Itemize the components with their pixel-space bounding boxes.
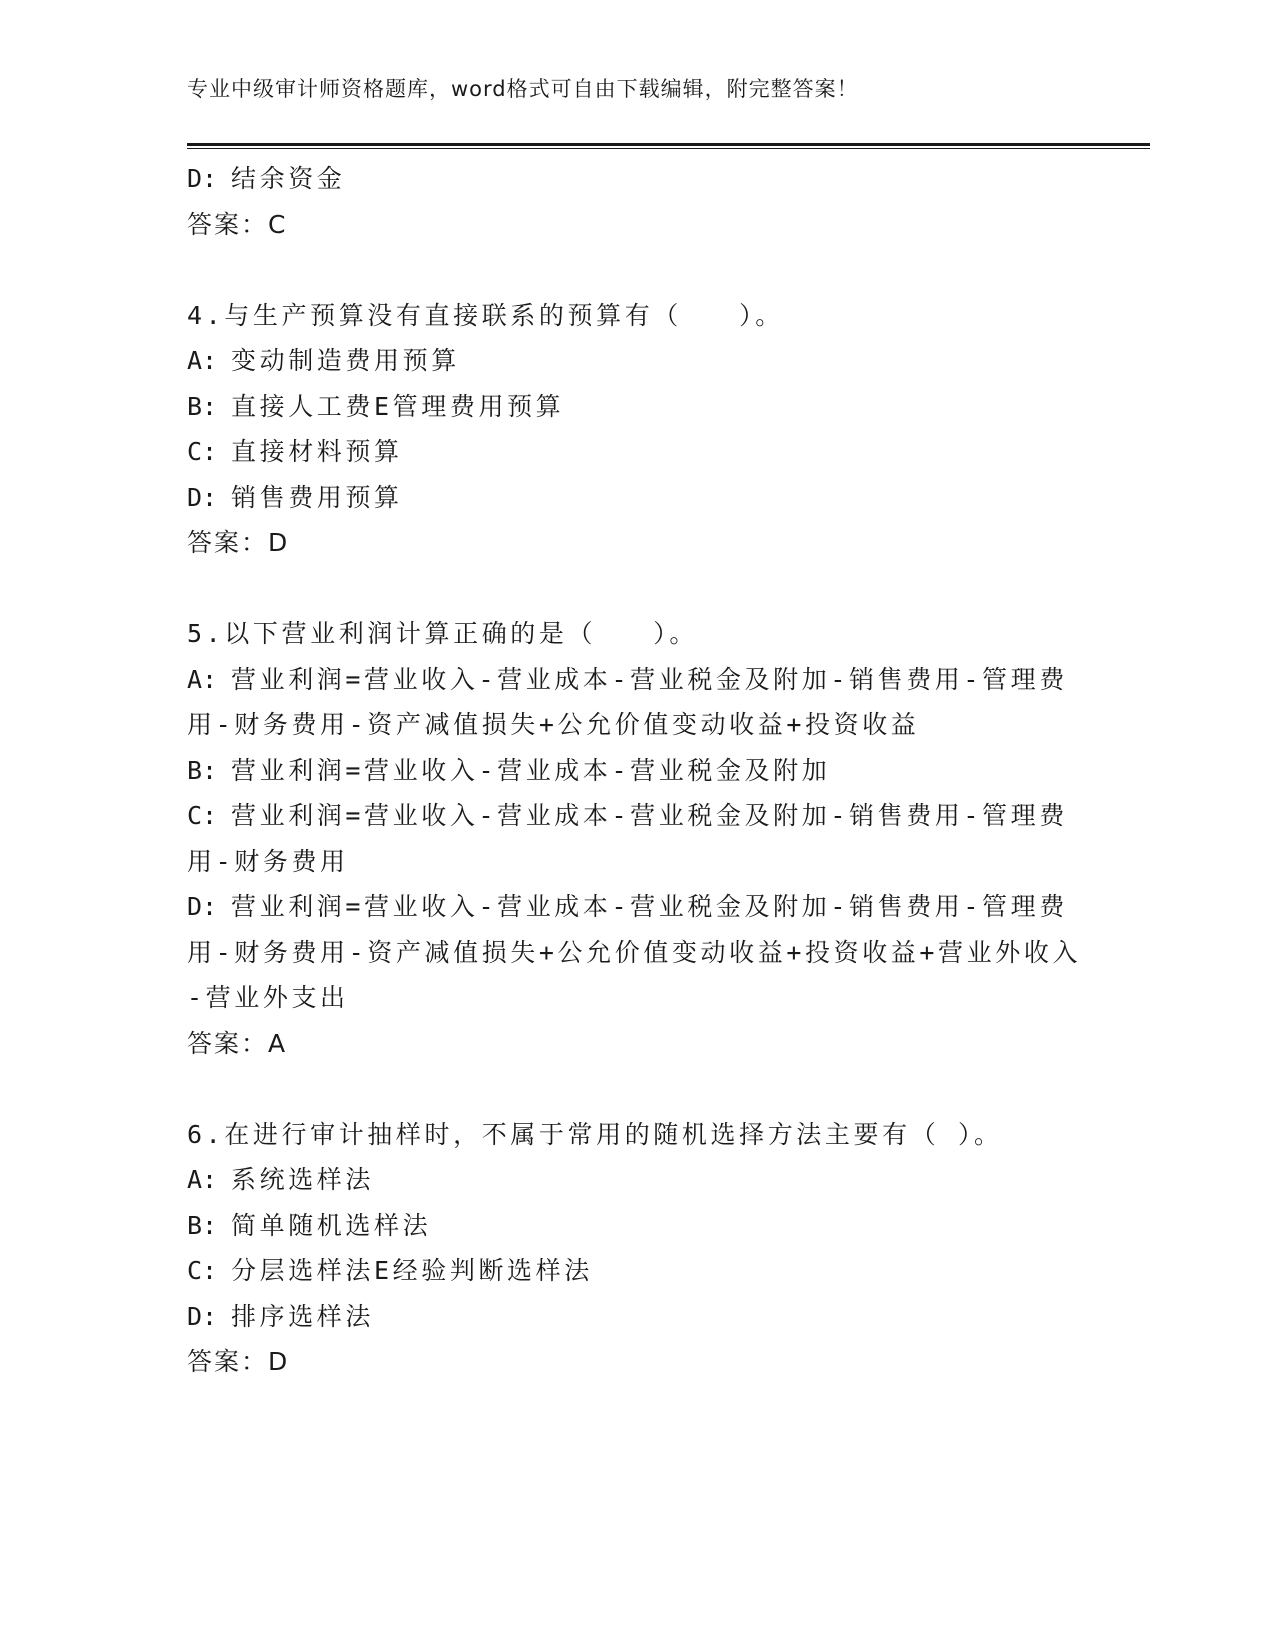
option-key: C: <box>187 1256 218 1285</box>
option-key: B: <box>187 755 218 785</box>
header-divider-thin <box>187 148 1150 149</box>
option-key: C: <box>187 801 218 830</box>
answer-label: 答案： <box>187 1347 269 1376</box>
question-stem: 6.在进行审计抽样时，不属于常用的随机选择方法主要有（ ）。 <box>187 1119 1003 1149</box>
option-key: A: <box>187 346 218 375</box>
option-key: B: <box>187 391 218 421</box>
option-line <box>187 1294 1067 1340</box>
option-key: D: <box>187 892 218 921</box>
option-key: B: <box>187 1210 218 1240</box>
answer-line <box>187 520 1067 566</box>
option-line <box>187 884 1067 930</box>
spacer <box>187 1066 1067 1112</box>
option-key: D: <box>187 164 218 193</box>
option-line <box>187 748 1067 794</box>
spacer <box>187 566 1067 612</box>
option-continuation: -营业外支出 <box>187 983 349 1012</box>
option-line <box>187 657 1067 703</box>
option-text: 分层选样法E经验判断选样法 <box>231 1256 593 1285</box>
answer-label: 答案： <box>187 209 269 239</box>
option-key: A: <box>187 1165 218 1194</box>
option-text: 结余资金 <box>231 164 346 193</box>
option-text: 营业利润=营业收入-营业成本-营业税金及附加-销售费用-管理费 <box>231 664 1068 694</box>
option-line <box>187 429 1067 475</box>
option-text: 销售费用预算 <box>231 482 403 512</box>
option-key: D: <box>187 1301 218 1331</box>
option-line <box>187 1157 1067 1203</box>
answer-value: D <box>268 1347 288 1376</box>
option-text: 营业利润=营业收入-营业成本-营业税金及附加 <box>231 755 831 785</box>
option-line <box>187 1203 1067 1249</box>
spacer <box>187 247 1067 293</box>
answer-line <box>187 1339 1067 1385</box>
option-text: 营业利润=营业收入-营业成本-营业税金及附加-销售费用-管理费 <box>231 892 1068 921</box>
header-divider <box>187 143 1150 150</box>
option-continuation: 用-财务费用-资产减值损失+公允价值变动收益+投资收益+营业外收入 <box>187 937 1082 967</box>
option-key: D: <box>187 482 218 512</box>
question-stem: 4.与生产预算没有直接联系的预算有（ ）。 <box>187 300 784 330</box>
question-content <box>187 156 1082 1385</box>
answer-label: 答案： <box>187 528 269 557</box>
option-key: A: <box>187 664 218 694</box>
option-text: 简单随机选样法 <box>231 1210 432 1240</box>
option-continuation: 用-财务费用 <box>187 846 349 876</box>
option-line <box>187 338 1067 384</box>
option-text: 直接人工费E管理费用预算 <box>231 391 565 421</box>
page-header: 专业中级审计师资格题库，word格式可自由下载编辑，附完整答案！ <box>187 77 859 101</box>
option-text: 直接材料预算 <box>231 437 403 466</box>
option-line <box>187 156 1067 202</box>
option-line <box>187 793 1067 839</box>
option-line <box>187 475 1067 521</box>
answer-label: 答案： <box>187 1028 269 1058</box>
answer-value: D <box>268 528 288 557</box>
option-text: 变动制造费用预算 <box>231 346 460 375</box>
answer-line <box>187 1021 1067 1067</box>
answer-value: C <box>268 209 286 239</box>
answer-line <box>187 202 1067 248</box>
header-divider-thick <box>187 143 1150 146</box>
option-text: 排序选样法 <box>231 1301 375 1331</box>
question-stem: 5.以下营业利润计算正确的是（ ）。 <box>187 619 699 648</box>
option-line <box>187 1248 1067 1294</box>
option-key: C: <box>187 437 218 466</box>
option-line <box>187 384 1067 430</box>
option-text: 营业利润=营业收入-营业成本-营业税金及附加-销售费用-管理费 <box>231 801 1068 830</box>
option-text: 系统选样法 <box>231 1165 375 1194</box>
option-continuation: 用-财务费用-资产减值损失+公允价值变动收益+投资收益 <box>187 710 920 739</box>
answer-value: A <box>268 1028 286 1058</box>
